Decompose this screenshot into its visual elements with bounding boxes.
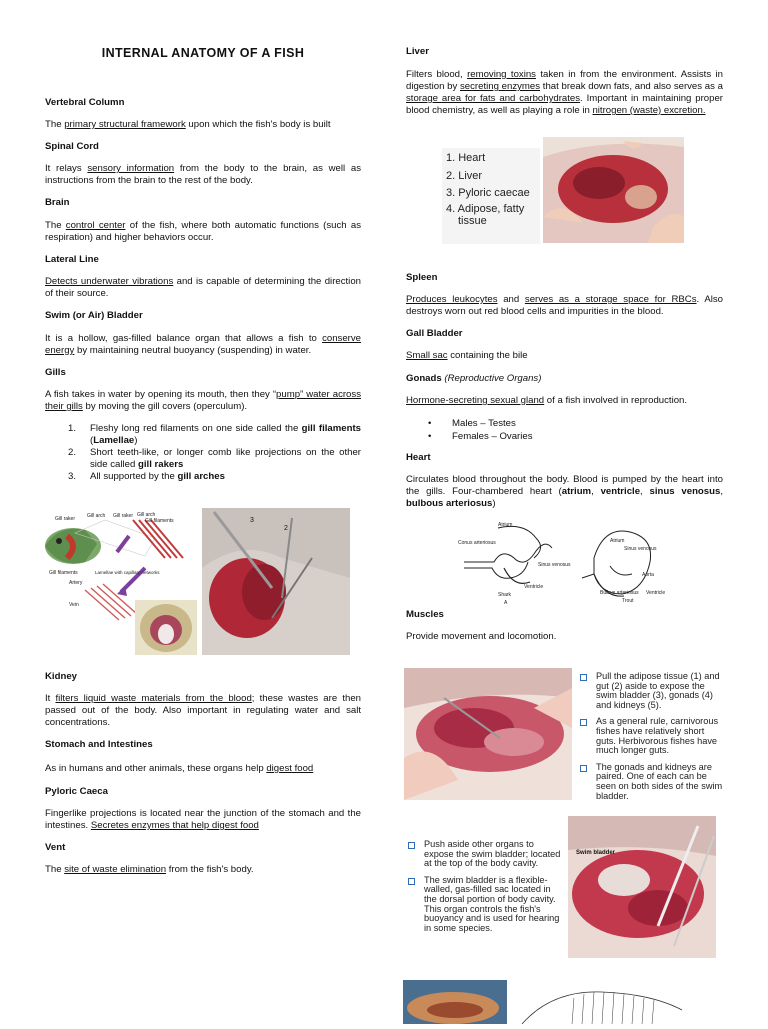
bullet-box-icon	[408, 842, 415, 849]
list-item: 1. Fleshy long red filaments on one side called the gill filaments (Lamellae)	[68, 423, 361, 446]
fish-skeleton-diagram	[512, 980, 684, 1024]
organ-list-panel	[442, 148, 540, 244]
list-item: The swim bladder is a flexible-walled, gas-filled sac located in the dorsal portion of body cavity. This organ controls the fish's buoyancy and is used for hearing in some species.	[408, 876, 562, 934]
diagram-label: Atrium	[498, 522, 513, 528]
list-item: The gonads and kidneys are paired. One of each can be seen on both sides of the swim bladder.	[580, 763, 726, 801]
brain-heading: Brain	[45, 197, 70, 208]
list-item: • Males – Testes	[406, 417, 533, 430]
kidney-heading: Kidney	[45, 671, 77, 682]
bullet-box-icon	[408, 878, 415, 885]
diagram-label: Gill arch	[137, 512, 156, 518]
stomach-text: As in humans and other animals, these organs help digest food	[45, 763, 314, 774]
diagram-label: Bulbus arteriosus	[600, 590, 639, 596]
heart-heading: Heart	[406, 452, 431, 463]
diagram-label: Ventricle	[524, 584, 544, 590]
diagram-label: Gill raker	[113, 513, 134, 519]
gills-text: A fish takes in water by opening its mouth, then they “pump” water across their gills by moving the gill covers (operculum).	[45, 389, 361, 412]
liver-dissection-image	[543, 137, 684, 243]
bullet-box-icon	[580, 765, 587, 772]
diagram-label: Lamellae with capillary networks	[95, 570, 160, 575]
kidney-text: It filters liquid waste materials from the blood; these wastes are then passed out of the body. Also important in regulating water and salt concentrations.	[45, 693, 361, 728]
diagram-label: Ventricle	[646, 590, 666, 596]
lateral-heading: Lateral Line	[45, 254, 99, 265]
liver-text: Filters blood, removing toxins taken in from the environment. Assists in digestion by secreting enzymes that break down fats, and also serves as a storage area for fats and carbohydrates. Important in maintaining proper blood chemistry, as well as playing a role in nitrogen (waste) excretion.	[406, 69, 724, 116]
diagram-label: Sinus venosus	[624, 546, 657, 552]
photo-label: Swim bladder	[576, 850, 616, 856]
notes-list-2	[408, 840, 562, 940]
gall-text: Small sac containing the bile	[406, 350, 528, 361]
gall-heading: Gall Bladder	[406, 328, 463, 339]
organ-list-item: 3. Pyloric caecae	[446, 187, 530, 199]
diagram-label: Gill arch	[87, 513, 106, 519]
organ-list-item: tissue	[458, 214, 487, 227]
spleen-text: Produces leukocytes and serves as a storage space for RBCs. Also destroys worn out red blood cells and impurities in the blood.	[406, 294, 723, 317]
diagram-label: Artery	[69, 580, 83, 586]
spinal-heading: Spinal Cord	[45, 141, 99, 152]
gonads-text: Hormone-secreting sexual gland of a fish involved in reproduction.	[406, 395, 688, 406]
liver-heading: Liver	[406, 46, 429, 57]
pyloric-text: Fingerlike projections is located near the junction of the stomach and the intestines. Secretes enzymes that help digest food	[45, 808, 361, 831]
list-item: As a general rule, carnivorous fishes have relatively short guts. Herbivorous fishes have much longer guts.	[580, 717, 726, 755]
diagram-label: Conus arteriosus	[458, 540, 496, 546]
page-title: INTERNAL ANATOMY OF A FISH	[101, 46, 305, 60]
list-item: 2. Short teeth-like, or longer comb like projections on the other side called gill rakers	[68, 447, 361, 470]
diagram-label: Gill filaments	[49, 570, 78, 576]
diagram-label: Gill raker	[55, 516, 76, 522]
vertebral-text: The primary structural framework upon which the fish's body is built	[45, 119, 331, 130]
stomach-heading: Stomach and Intestines	[45, 739, 153, 750]
pyloric-heading: Pyloric Caeca	[45, 786, 108, 797]
organ-list-item: 4. Adipose, fatty	[446, 202, 525, 215]
heart-diagram	[454, 518, 680, 610]
gills-heading: Gills	[45, 367, 66, 378]
list-item: • Females – Ovaries	[406, 430, 533, 443]
organ-list-item: 2. Liver	[446, 169, 483, 182]
photo-label: 3	[250, 517, 254, 524]
vertebral-heading: Vertebral Column	[45, 97, 125, 108]
bullet-box-icon	[580, 674, 587, 681]
list-item: Pull the adipose tissue (1) and gut (2) aside to expose the swim bladder (3), gonads (4) and kidneys (5).	[580, 672, 726, 710]
spleen-heading: Spleen	[406, 272, 438, 283]
diagram-label: Sinus venosus	[538, 562, 571, 568]
diagram-label: Vein	[69, 602, 79, 608]
spinal-text: It relays sensory information from the body to the brain, as well as instructions from the brain to the rest of the body.	[45, 163, 361, 186]
diagram-label: Trout	[622, 598, 634, 604]
gill-cross-section-image	[135, 600, 197, 655]
list-item: 3. All supported by the gill arches	[68, 471, 225, 482]
list-item: Push aside other organs to expose the swim bladder; located at the top of the body cavity.	[408, 840, 562, 869]
diagram-label: A	[504, 600, 508, 606]
bullet-box-icon	[580, 719, 587, 726]
muscles-text: Provide movement and locomotion.	[406, 631, 557, 642]
muscles-heading: Muscles	[406, 609, 444, 620]
brain-text: The control center of the fish, where both automatic functions (such as respiration) and higher behaviors occur.	[45, 220, 361, 243]
diagram-label: Gill filaments	[145, 518, 174, 524]
heart-text: Circulates blood throughout the body. Blood is pumped by the heart into the gills. Four-chambered heart (atrium, ventricle, sinus venosus, bulbous arteriosus)	[406, 474, 723, 509]
swim-bladder-image	[568, 816, 716, 958]
gills-list	[45, 423, 361, 483]
gonads-heading: Gonads (Reproductive Organs)	[406, 373, 542, 384]
gill-dissection-image	[202, 508, 350, 655]
diagram-label: Aorta	[642, 572, 654, 578]
fish-side-image	[403, 980, 507, 1024]
photo-label: 2	[284, 525, 288, 532]
lateral-text: Detects underwater vibrations and is capable of determining the direction of their source.	[45, 276, 361, 299]
abdomen-dissection-image	[404, 668, 572, 800]
vent-text: The site of waste elimination from the fish's body.	[45, 864, 254, 875]
vent-heading: Vent	[45, 842, 66, 853]
organ-list-item: 1. Heart	[446, 152, 486, 164]
diagram-label: Atrium	[610, 538, 625, 544]
swim-heading: Swim (or Air) Bladder	[45, 310, 143, 321]
diagram-label: Water	[107, 534, 121, 540]
swim-text: It is a hollow, gas-filled balance organ that allows a fish to conserve energy by maintaining neutral buoyancy (suspending) in water.	[45, 333, 361, 356]
notes-list-1	[580, 672, 726, 808]
gonads-list	[406, 417, 533, 443]
diagram-label: Shark	[498, 592, 512, 598]
